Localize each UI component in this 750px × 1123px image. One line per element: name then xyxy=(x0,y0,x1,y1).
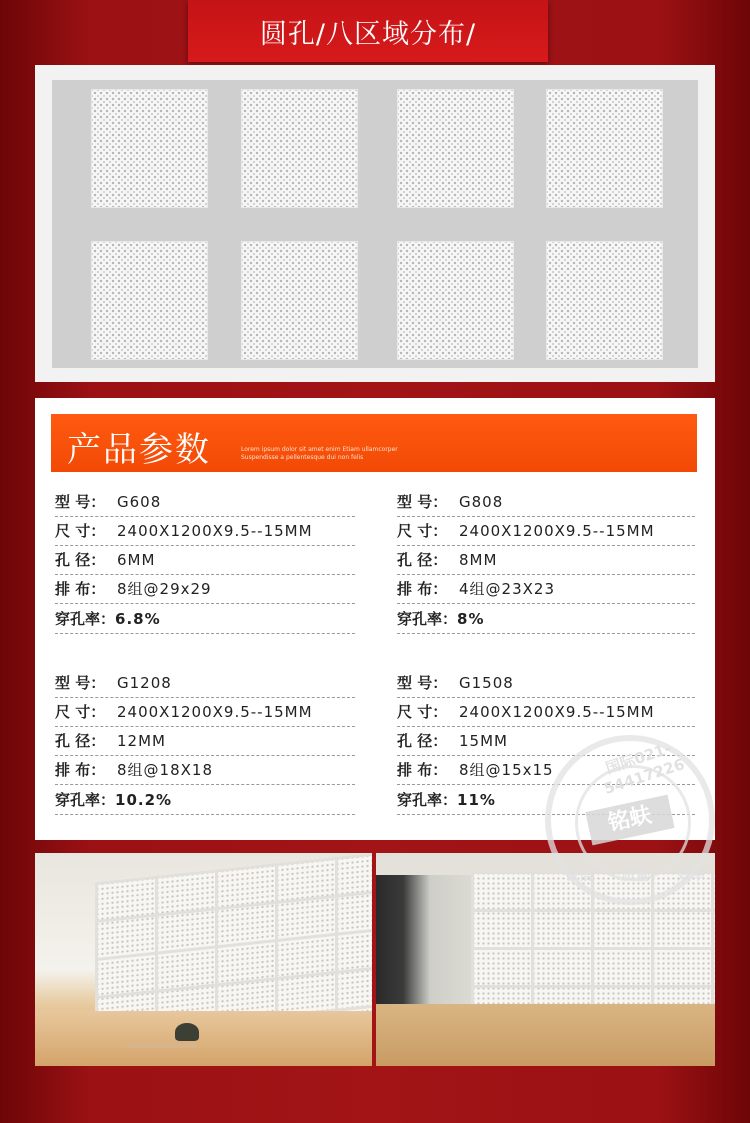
spec-value: 8MM xyxy=(459,551,498,569)
spec-row-layout xyxy=(55,575,355,604)
perforation-zone xyxy=(547,242,662,359)
page-title: 圆孔/八区域分布/ xyxy=(259,18,477,50)
perforation-zone xyxy=(398,242,513,359)
spec-row-rate xyxy=(55,786,355,815)
seal-word: 诚信 xyxy=(565,868,593,884)
seal-word: 效率 xyxy=(677,868,705,884)
seal-word: 质量 xyxy=(621,868,649,884)
title-banner xyxy=(188,0,548,62)
spec-row-hole xyxy=(55,727,355,756)
seal-brand: 铭蚨 xyxy=(585,795,674,846)
spec-label: 尺 寸： xyxy=(55,522,106,540)
plant-decoration xyxy=(175,1023,199,1041)
spec-label: 排 布： xyxy=(397,761,448,779)
spec-row-model xyxy=(397,669,695,698)
spec-value: G1508 xyxy=(459,674,514,692)
spec-value: 4组@23X23 xyxy=(459,580,555,598)
spec-row-layout xyxy=(397,575,695,604)
spec-value: G1208 xyxy=(117,674,172,692)
params-subtitle-line2: Suspendisse a pellentesque dui non felis xyxy=(241,454,364,461)
board-outline xyxy=(52,80,698,368)
spec-value: 10.2% xyxy=(115,791,173,809)
spec-value: G608 xyxy=(117,493,162,511)
installation-photo-left xyxy=(35,853,372,1066)
spec-label: 排 布： xyxy=(55,580,106,598)
spec-label: 穿孔率： xyxy=(397,791,458,809)
spec-label: 孔 径： xyxy=(55,732,106,750)
spec-value: 15MM xyxy=(459,732,508,750)
spec-value: 2400X1200X9.5--15MM xyxy=(117,522,313,540)
perforation-zone xyxy=(547,90,662,207)
spec-value: 11% xyxy=(457,791,496,809)
spec-value: 6MM xyxy=(117,551,156,569)
spec-label: 排 布： xyxy=(55,761,106,779)
spec-label: 型 号： xyxy=(55,674,106,692)
spec-row-model xyxy=(397,488,695,517)
spec-row-size xyxy=(397,698,695,727)
params-subtitle-line1: Lorem ipsum dolor sit amet enim Etiam ullamcorper xyxy=(241,446,398,453)
spec-row-size xyxy=(55,517,355,546)
spec-row-model xyxy=(55,488,355,517)
spec-label: 穿孔率： xyxy=(55,791,116,809)
perforation-zone xyxy=(398,90,513,207)
spec-row-layout xyxy=(55,756,355,785)
seal-motto xyxy=(565,865,705,885)
spec-label: 型 号： xyxy=(397,674,448,692)
bench xyxy=(127,1043,197,1048)
spec-value: 2400X1200X9.5--15MM xyxy=(459,522,655,540)
seal-phone-text: 国际021-54417226 xyxy=(601,739,687,798)
spec-value: 2400X1200X9.5--15MM xyxy=(117,703,313,721)
floor xyxy=(376,1004,715,1066)
spec-value: 6.8% xyxy=(115,610,161,628)
spec-label: 尺 寸： xyxy=(55,703,106,721)
perforation-zone xyxy=(242,90,357,207)
spec-label: 穿孔率： xyxy=(397,610,458,628)
spec-value: G808 xyxy=(459,493,504,511)
spec-label: 型 号： xyxy=(55,493,106,511)
spec-row-size xyxy=(397,517,695,546)
spec-value: 8组@29x29 xyxy=(117,580,212,598)
perforation-zone xyxy=(92,90,207,207)
spec-label: 排 布： xyxy=(397,580,448,598)
spec-label: 尺 寸： xyxy=(397,522,448,540)
company-seal-watermark xyxy=(545,735,715,905)
spec-row-model xyxy=(55,669,355,698)
distribution-diagram xyxy=(35,65,715,382)
spec-row-rate xyxy=(55,605,355,634)
spec-value: 8组@15x15 xyxy=(459,761,554,779)
perforation-zone xyxy=(242,242,357,359)
spec-value: 2400X1200X9.5--15MM xyxy=(459,703,655,721)
perforation-zone xyxy=(92,242,207,359)
spec-row-hole xyxy=(397,546,695,575)
spec-label: 穿孔率： xyxy=(55,610,116,628)
spec-value: 8% xyxy=(457,610,485,628)
spec-value: 12MM xyxy=(117,732,166,750)
spec-label: 孔 径： xyxy=(55,551,106,569)
spec-value: 8组@18X18 xyxy=(117,761,213,779)
spec-label: 孔 径： xyxy=(397,732,448,750)
spec-row-hole xyxy=(55,546,355,575)
floor xyxy=(35,1011,372,1066)
spec-label: 型 号： xyxy=(397,493,448,511)
params-header xyxy=(51,414,697,472)
spec-row-size xyxy=(55,698,355,727)
spec-row-rate xyxy=(397,605,695,634)
params-title: 产品参数 xyxy=(67,430,211,470)
spec-label: 孔 径： xyxy=(397,551,448,569)
spec-label: 尺 寸： xyxy=(397,703,448,721)
